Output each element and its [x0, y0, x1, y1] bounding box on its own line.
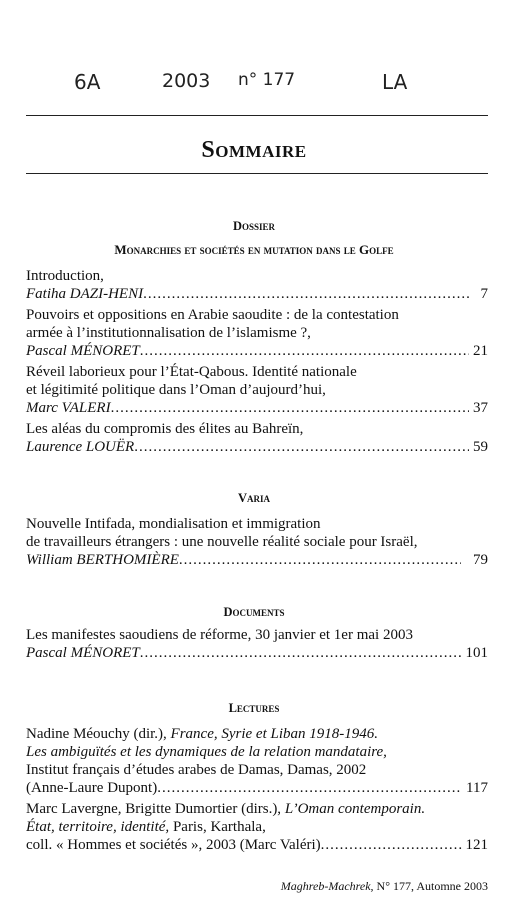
review-publisher: Paris, Karthala,	[172, 819, 266, 835]
entry-title-line: Nouvelle Intifada, mondialisation et immigration	[26, 516, 321, 532]
section-heading-documents: Documents	[223, 605, 285, 619]
section-heading-varia: Varia	[237, 491, 271, 505]
leader-dots	[321, 836, 462, 854]
entry-page-number: 37	[473, 400, 488, 416]
toc-entry[interactable]	[26, 267, 488, 303]
toc-entry[interactable]	[26, 800, 488, 854]
page-footer	[281, 879, 488, 894]
entry-author: Fatiha DAZI-HENI	[26, 286, 144, 302]
toc-entry[interactable]	[26, 420, 488, 456]
leader-dots	[140, 342, 469, 360]
entry-title-line: et légitimité politique dans l’Oman d’aujourd’hui,	[26, 382, 326, 398]
entry-author: Pascal MÉNORET	[26, 645, 140, 661]
entry-title-line: Les manifestes saoudiens de réforme, 30 janvier et 1er mai 2003	[26, 627, 413, 643]
toc-entry[interactable]	[26, 363, 488, 417]
review-publisher: Institut français d’études arabes de Damas, Damas, 2002	[26, 762, 367, 778]
entry-title-line: Les aléas du compromis des élites au Bahreïn,	[26, 421, 304, 437]
entry-title-line: de travailleurs étrangers : une nouvelle réalité sociale pour Israël,	[26, 534, 418, 550]
entry-author: William BERTHOMIÈRE	[26, 552, 179, 568]
reviewer: (Anne-Laure Dupont)	[26, 780, 158, 796]
review-collection-reviewer: coll. « Hommes et sociétés », 2003 (Marc Valéri)	[26, 837, 321, 853]
dossier-subtitle: Monarchies et sociétés en mutation dans le Golfe	[114, 242, 394, 257]
entry-title-line: Introduction,	[26, 268, 104, 284]
entry-title-line: Réveil laborieux pour l’État-Qabous. Identité nationale	[26, 364, 357, 380]
top-rule	[26, 115, 488, 116]
entry-author: Pascal MÉNORET	[26, 343, 140, 359]
review-book-title: France, Syrie et Liban 1918-1946.	[170, 726, 379, 742]
review-book-author: Marc Lavergne, Brigitte Dumortier (dirs.),	[26, 801, 282, 817]
entry-author: Marc VALERI	[26, 400, 111, 416]
review-book-title: L’Oman contemporain.	[284, 801, 426, 817]
toc-entry[interactable]	[26, 626, 488, 662]
entry-title-line: Pouvoirs et oppositions en Arabie saoudite : de la contestation	[26, 307, 399, 323]
leader-dots	[140, 644, 462, 662]
entry-author: Laurence LOUËR	[26, 439, 135, 455]
entry-title-line: armée à l’institutionnalisation de l’islamisme ?,	[26, 325, 311, 341]
leader-dots	[143, 285, 468, 303]
entry-page-number: 21	[473, 343, 488, 359]
review-book-subtitle: Les ambiguïtés et les dynamiques de la relation mandataire,	[26, 744, 387, 760]
review-book-author: Nadine Méouchy (dir.),	[26, 726, 167, 742]
leader-dots	[111, 399, 469, 417]
leader-dots	[157, 779, 462, 797]
page-title: Sommaire	[201, 137, 307, 163]
section-heading-lectures: Lectures	[228, 701, 280, 715]
toc-entry[interactable]	[26, 725, 488, 797]
entry-page-number: 79	[473, 552, 488, 568]
entry-page-number: 117	[466, 780, 488, 796]
toc-entry[interactable]	[26, 306, 488, 360]
handwritten-issue-number: n° 177	[238, 70, 296, 90]
handwritten-mark-1: 6A	[74, 70, 101, 94]
footer-journal: Maghreb-Machrek,	[280, 879, 374, 893]
entry-page-number: 121	[465, 837, 488, 853]
section-heading-dossier: Dossier	[232, 219, 276, 233]
title-rule	[26, 173, 488, 174]
entry-page-number: 101	[465, 645, 488, 661]
entry-page-number: 7	[480, 286, 488, 302]
review-book-subtitle: État, territoire, identité,	[26, 819, 170, 835]
footer-issue: N° 177, Automne 2003	[376, 879, 488, 893]
leader-dots	[179, 551, 461, 569]
leader-dots	[134, 438, 469, 456]
handwritten-year: 2003	[162, 70, 211, 92]
entry-page-number: 59	[473, 439, 488, 455]
handwritten-mark-2: LA	[382, 70, 408, 94]
toc-entry[interactable]	[26, 515, 488, 569]
